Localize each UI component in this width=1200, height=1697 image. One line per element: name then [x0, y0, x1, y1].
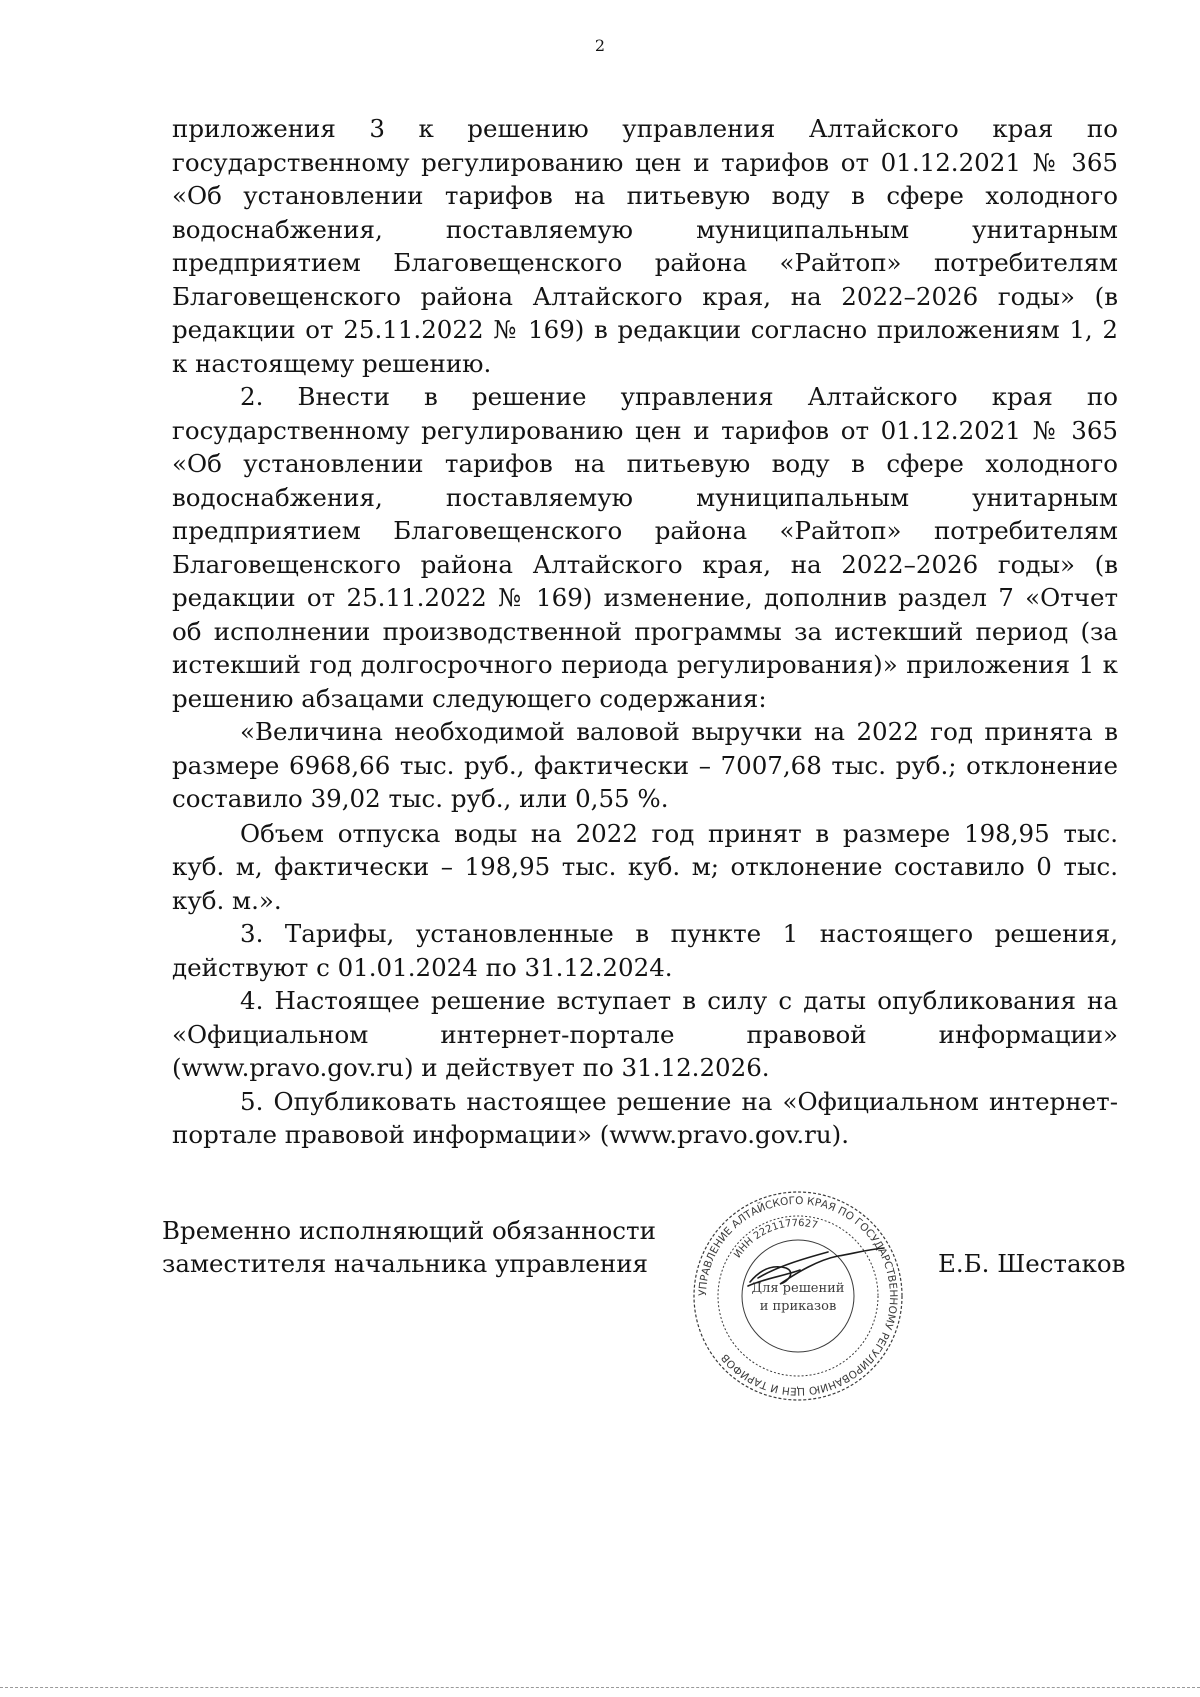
paragraph-2: 2. Внести в решение управления Алтайского края по государственному регулированию цен и тарифов от 01.12.2021 № 365 «Об установлении тарифов на питьевую воду в сфере холодного водоснабжения, поставляемую муниципальным унитарным предприятием Благовещенского района «Райтоп» потребителям Благовещенского района Алтайского края, на 2022–2026 годы» (в редакции от 25.11.2022 № 169) изменение, дополнив раздел 7 «Отчет об исполнении производственной программы за истекший период (за истекший год долгосрочного периода регулирования)» приложения 1 к решению абзацами следующего содержания: — [172, 382, 1118, 713]
paragraph-5: 5. Опубликовать настоящее решение на «Официальном интернет-портале правовой информации» (www.pravo.gov.ru). — [172, 1086, 1118, 1149]
paragraph-4: 4. Настоящее решение вступает в силу с даты опубликования на «Официальном интернет-портале правовой информации» (www.pravo.gov.ru) и действует по 31.12.2026. — [172, 986, 1118, 1082]
stamp-inn-text: ИНН 2221177627 — [732, 1217, 819, 1261]
signer-position — [162, 1214, 656, 1280]
stamp-outer-text: УПРАВЛЕНИЕ АЛТАЙСКОГО КРАЯ ПО ГОСУДАРСТВЕННОМУ РЕГУЛИРОВАНИЮ ЦЕН И ТАРИФОВ — [696, 1194, 900, 1398]
signer-position-line-1: Временно исполняющий обязанности — [162, 1216, 656, 1245]
signer-position-line-2: заместителя начальника управления — [162, 1249, 649, 1278]
paragraph-quote-revenue: «Величина необходимой валовой выручки на 2022 год принята в размере 6968,66 тыс. руб., фактически – 7007,68 тыс. руб.; отклонение составило 39,02 тыс. руб., или 0,55 %. — [172, 717, 1118, 813]
paragraph-1-continuation: приложения 3 к решению управления Алтайского края по государственному регулированию цен и тарифов от 01.12.2021 № 365 «Об установлении тарифов на питьевую воду в сфере холодного водоснабжения, поставляемую муниципальным унитарным предприятием Благовещенского района «Райтоп» потребителям Благовещенского района Алтайского края, на 2022–2026 годы» (в редакции от 25.11.2022 № 169) в редакции согласно приложениям 1, 2 к настоящему решению. — [172, 114, 1118, 378]
paragraph-3: 3. Тарифы, установленные в пункте 1 настоящего решения, действуют с 01.01.2024 по 31.12.2024. — [172, 919, 1118, 982]
document-body — [172, 112, 1118, 1152]
stamp-center-line-1: Для решений — [751, 1281, 845, 1296]
signer-name: Е.Б. Шестаков — [938, 1249, 1126, 1278]
paragraph-quote-water-volume: Объем отпуска воды на 2022 год принят в размере 198,95 тыс. куб. м, фактически – 198,95 тыс. куб. м; отклонение составило 0 тыс. куб. м.». — [172, 818, 1118, 915]
page-number: 2 — [594, 36, 606, 55]
official-stamp — [688, 1186, 908, 1406]
scan-bottom-edge — [0, 1687, 1200, 1688]
stamp-center-line-2: и приказов — [759, 1299, 837, 1314]
